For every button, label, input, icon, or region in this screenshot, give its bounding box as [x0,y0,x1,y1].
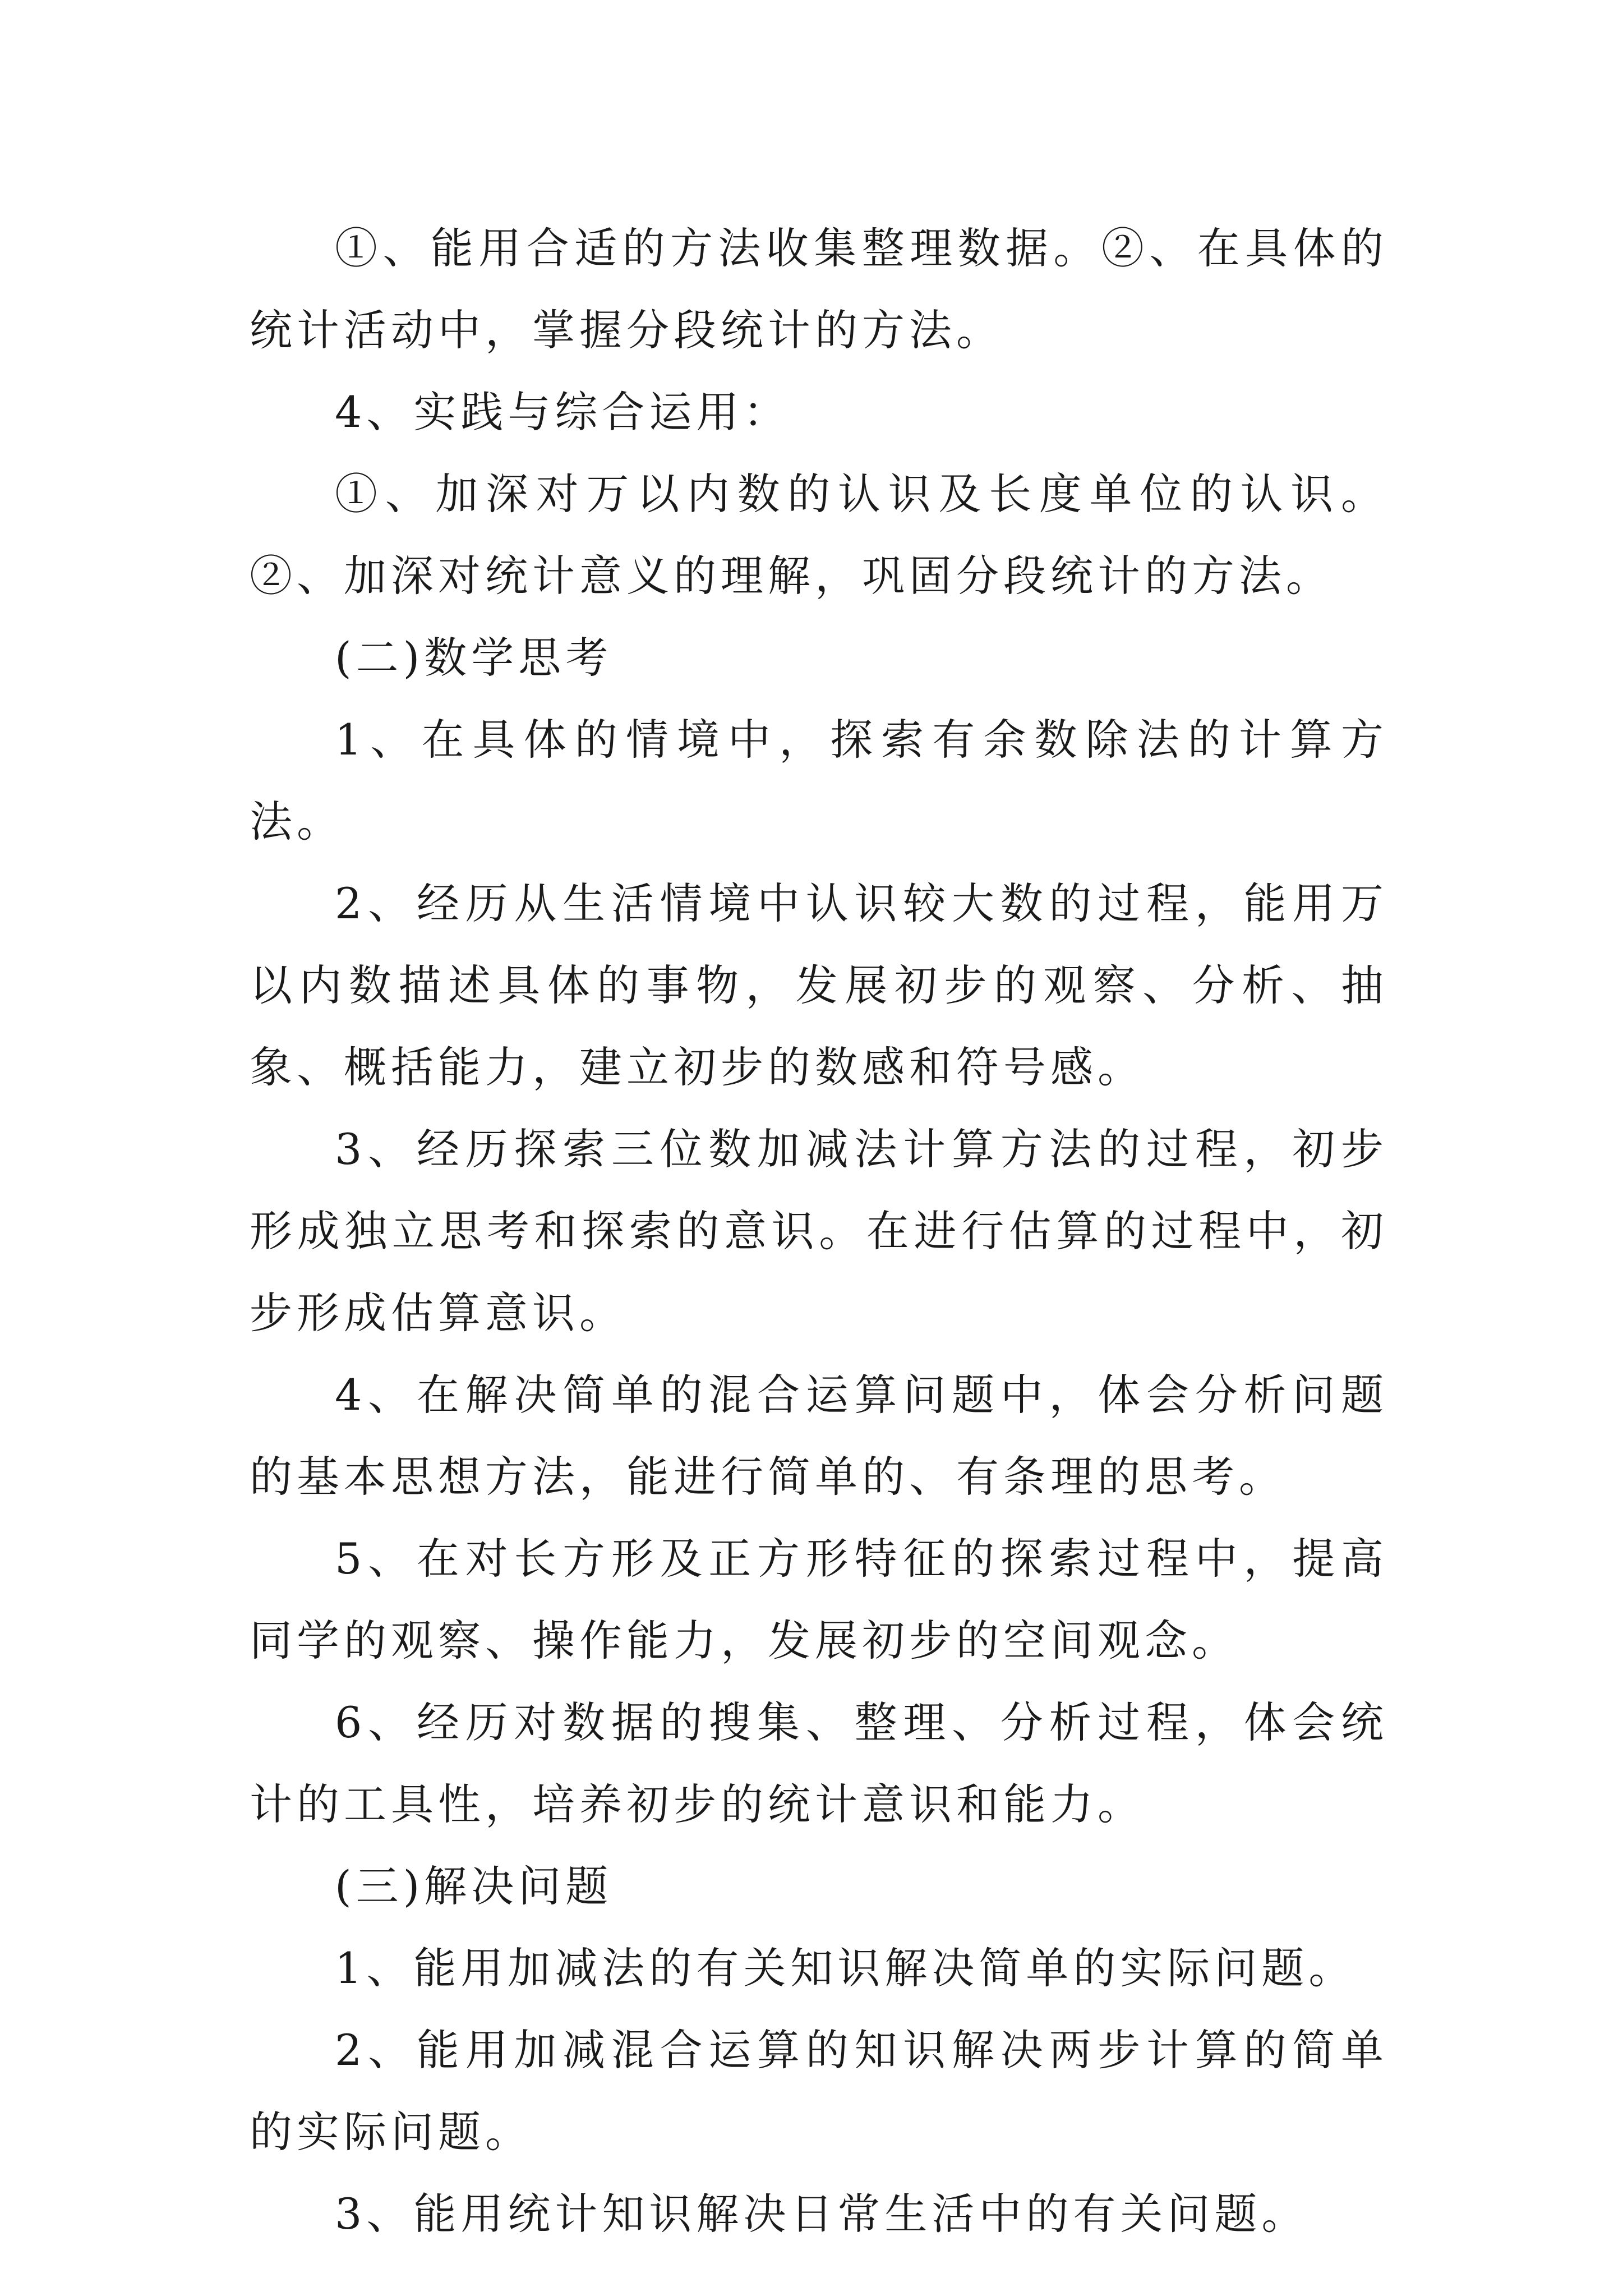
paragraph-data-collection-goals: ①、能用合适的方法收集整理数据。②、在具体的统计活动中，掌握分段统计的方法。 [250,223,1388,355]
paragraph-thinking-2: 2、经历从生活情境中认识较大数的过程，能用万以内数描述具体的事物，发展初步的观察、分析、抽象、概括能力，建立初步的数感和符号感。 [250,878,1388,1092]
paragraph-solving-1: 1、能用加减法的有关知识解决简单的实际问题。 [335,1943,1356,1993]
paragraph-practice-goals: ①、加深对万以内数的认识及长度单位的认识。②、加深对统计意义的理解，巩固分段统计的方法。 [250,469,1388,601]
heading-practice-application: 4、实践与综合运用： [335,387,791,437]
paragraph-solving-2: 2、能用加减混合运算的知识解决两步计算的简单的实际问题。 [250,2025,1388,2157]
paragraph-thinking-1: 1、在具体的情境中，探索有余数除法的计算方法。 [250,715,1388,846]
paragraph-thinking-4: 4、在解决简单的混合运算问题中，体会分析问题的基本思想方法，能进行简单的、有条理的思考。 [250,1370,1388,1502]
paragraph-thinking-5: 5、在对长方形及正方形特征的探索过程中，提高同学的观察、操作能力，发展初步的空间观念。 [250,1534,1388,1665]
section-heading-problem-solving: (三)解决问题 [335,1861,613,1911]
paragraph-solving-3: 3、能用统计知识解决日常生活中的有关问题。 [335,2189,1309,2239]
document-body [250,208,1388,2255]
section-heading-math-thinking: (二)数学思考 [335,633,613,683]
paragraph-thinking-6: 6、经历对数据的搜集、整理、分析过程，体会统计的工具性，培养初步的统计意识和能力。 [250,1697,1388,1829]
paragraph-thinking-3: 3、经历探索三位数加减法计算方法的过程，初步形成独立思考和探索的意识。在进行估算的过程中，初步形成估算意识。 [250,1124,1388,1338]
